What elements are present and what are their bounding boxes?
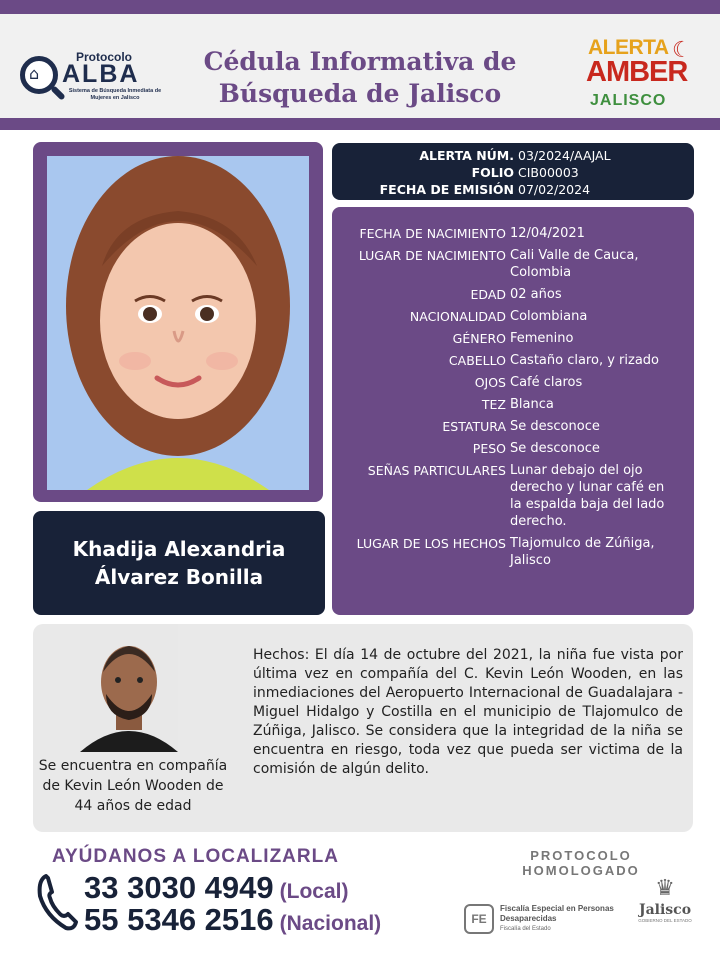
detail-value: Cali Valle de Cauca, Colombia (510, 248, 639, 280)
protocolo-alba-logo (18, 36, 168, 106)
logo-pre-text: Protocolo (76, 50, 132, 64)
protocolo-homologado-logo (522, 848, 640, 878)
alert-value: 03/2024/AAJAL (518, 148, 611, 163)
detail-value: Tlajomulco de Zúñiga, Jalisco (510, 536, 655, 568)
alert-row (332, 164, 694, 181)
detail-label: PESO (472, 441, 506, 456)
phone-local[interactable] (84, 870, 348, 906)
detail-label: CABELLO (448, 353, 506, 368)
protocol-line-2: HOMOLOGADO (522, 863, 640, 878)
person-details-box (332, 207, 694, 615)
alerta-amber-logo (586, 36, 706, 116)
detail-row (332, 462, 694, 530)
alert-label: ALERTA NÚM. (419, 148, 514, 163)
detail-value: Colombiana (510, 309, 588, 324)
detail-value: Se desconoce (510, 419, 600, 434)
detail-value: 02 años (510, 287, 562, 302)
page-title (170, 46, 550, 110)
missing-person-photo (47, 156, 309, 490)
house-icon: ⌂ (29, 64, 40, 83)
title-line-2: Búsqueda de Jalisco (218, 79, 502, 108)
phone-number[interactable]: 33 3030 4949 (84, 870, 274, 905)
companion-caption: Se encuentra en compañía de Kevin León Wooden de 44 años de edad (38, 758, 228, 814)
amber-line-3: JALISCO (590, 92, 667, 109)
detail-value: Lunar debajo del ojo derecho y lunar café en la espalda baja del lado derecho. (510, 463, 665, 529)
detail-label: TEZ (481, 397, 506, 412)
phone-icon (36, 872, 80, 932)
detail-label: EDAD (470, 287, 506, 302)
detail-row (332, 330, 694, 347)
logo-subtitle: Sistema de Búsqueda Inmediata de Mujeres en Jalisco (68, 88, 162, 101)
missing-person-photo-frame (33, 142, 323, 502)
detail-row (332, 440, 694, 457)
jalisco-sub: GOBIERNO DEL ESTADO (638, 918, 692, 923)
alert-row (332, 181, 694, 198)
facts-box (33, 624, 693, 832)
alert-value: CIB00003 (518, 165, 579, 180)
amber-line-2: AMBER (586, 56, 688, 88)
detail-row (332, 396, 694, 413)
phone-label: (Local) (279, 880, 349, 903)
detail-row (332, 308, 694, 325)
detail-value: 12/04/2021 (510, 226, 585, 241)
fiscalia-logo (464, 902, 624, 938)
detail-label: NACIONALIDAD (409, 309, 506, 324)
detail-label: OJOS (474, 375, 506, 390)
detail-value: Castaño claro, y rizado (510, 353, 659, 368)
detail-value: Femenino (510, 331, 574, 346)
companion-photo (80, 624, 178, 752)
alert-row (332, 147, 694, 164)
detail-label: LUGAR DE NACIMIENTO (358, 248, 506, 263)
detail-label: SEÑAS PARTICULARES (367, 463, 506, 478)
fiscalia-badge-icon: FE (464, 904, 494, 934)
jalisco-word: Jalisco (638, 902, 692, 918)
header (0, 14, 720, 118)
top-accent-bar (0, 0, 720, 14)
phone-label: (Nacional) (279, 912, 382, 935)
detail-row (332, 225, 694, 242)
detail-label: FECHA DE NACIMIENTO (359, 226, 506, 241)
phone-national[interactable] (84, 902, 381, 938)
detail-row (332, 418, 694, 435)
detail-row (332, 247, 694, 281)
title-line-1: Cédula Informativa de (203, 47, 517, 76)
detail-value: Café claros (510, 375, 583, 390)
detail-label: ESTATURA (442, 419, 506, 434)
amber-line-1: ALERTA (588, 36, 669, 59)
detail-row (332, 374, 694, 391)
help-heading: AYÚDANOS A LOCALIZARLA (52, 846, 339, 867)
detail-value: Blanca (510, 397, 554, 412)
detail-label: LUGAR DE LOS HECHOS (356, 536, 506, 551)
detail-row (332, 286, 694, 303)
name-line-2: Álvarez Bonilla (94, 565, 264, 589)
facts-text: Hechos: El día 14 de octubre del 2021, la niña fue vista por última vez en compañía del C. Kevin León Wooden, en las inmediaciones del Aeropuerto Internacional de Guadalajara - Miguel Hidalgo y Costilla en el municipio de Tlajomulco de Zúñiga, Jalisco. Se considera que la integridad de la niña se encuentra en riesgo, toda vez que pueda ser victima de la comisión de algún delito. (253, 647, 683, 777)
crest-icon: ♛ (655, 876, 675, 901)
name-line-1: Khadija Alexandria (72, 537, 286, 561)
alert-value: 07/02/2024 (518, 182, 591, 197)
protocol-line-1: PROTOCOLO (530, 848, 632, 863)
header-bottom-bar (0, 118, 720, 130)
detail-row (332, 352, 694, 369)
detail-label: GÉNERO (452, 331, 506, 346)
missing-person-name (33, 511, 325, 615)
phone-number[interactable]: 55 5346 2516 (84, 902, 274, 937)
fiscalia-sub: Fiscalía del Estado (500, 926, 551, 932)
detail-value: Se desconoce (510, 441, 600, 456)
fiscalia-text: Fiscalía Especial en Personas Desaparecidas (500, 904, 614, 923)
logo-word: ALBA (62, 60, 140, 88)
amber-swoosh-icon: ☾ (672, 38, 692, 63)
alert-label: FECHA DE EMISIÓN (379, 182, 514, 197)
jalisco-government-logo (630, 876, 700, 942)
alert-info-box (332, 143, 694, 200)
detail-row (332, 535, 694, 569)
alert-label: FOLIO (471, 165, 514, 180)
